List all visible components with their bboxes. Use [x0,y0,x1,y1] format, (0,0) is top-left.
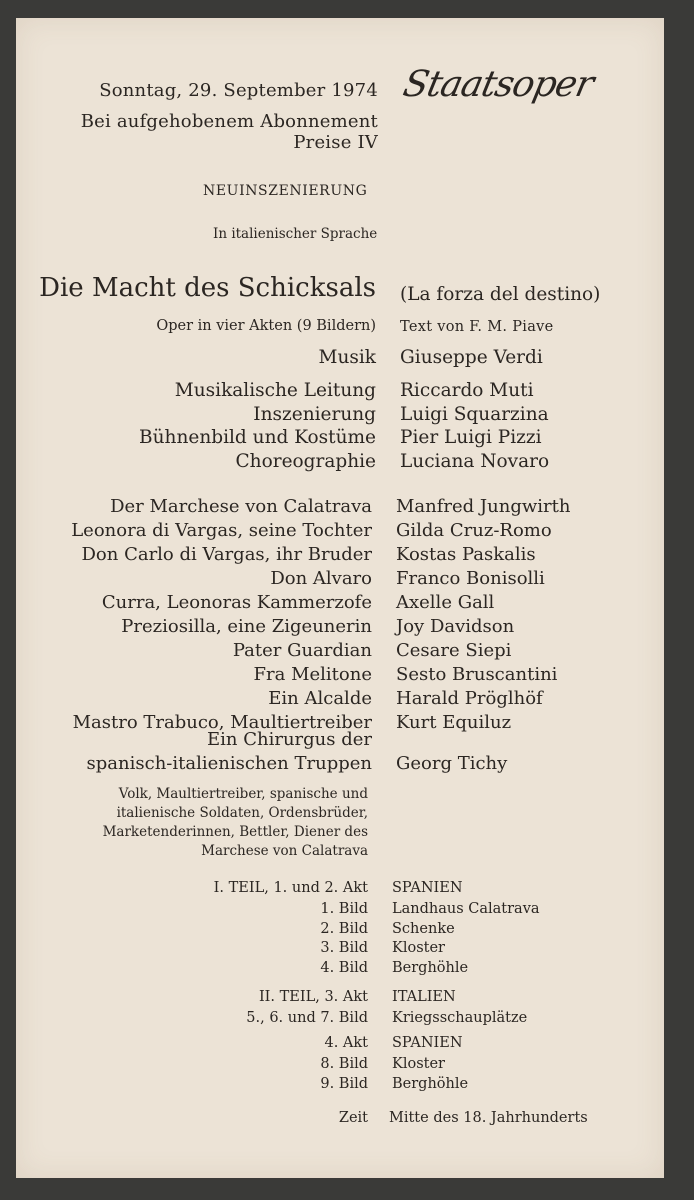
cast-value: Axelle Gall [396,592,495,613]
picture-row [16,1055,664,1075]
act4-pictures [16,1055,664,1094]
cast-row [16,543,664,567]
cast-row [16,663,664,687]
music-label: Musik [318,347,376,368]
cast-value: Sesto Bruscantini [396,664,558,685]
cast-list [16,495,664,735]
picture-value: Kloster [392,1056,445,1072]
subscription-note: Bei aufgehobenem Abonnement [80,111,378,132]
cast-value: Joy Davidson [396,616,515,637]
cast-role: Leonora di Vargas, seine Tochter [71,520,372,541]
cast-row [16,687,664,711]
language-note: In italienischer Sprache [213,226,378,242]
part1-label: I. TEIL, 1. und 2. Akt [213,880,368,896]
crew-value: Riccardo Muti [400,380,534,401]
time-value: Mitte des 18. Jahrhunderts [389,1110,588,1126]
production-label: NEUINSZENIERUNG [203,183,368,199]
picture-role: 3. Bild [320,940,368,956]
cast-role: Ein Alcalde [268,688,372,709]
cast-row [16,519,664,543]
picture-role: 4. Bild [320,959,368,976]
crew-row [16,450,664,474]
surgeon-role-line1: Ein Chirurgus der [207,729,372,750]
crew-role: Bühnenbild und Kostüme [139,427,376,448]
cast-role: Don Carlo di Vargas, ihr Bruder [81,544,372,565]
opera-genre: Oper in vier Akten (9 Bildern) [156,318,376,334]
cast-value: Kurt Equiluz [396,712,512,733]
cast-row [16,639,664,663]
crew-role: Inszenierung [253,403,376,425]
crew-role: Musikalische Leitung [174,380,376,401]
cast-row [16,567,664,591]
composer: Giuseppe Verdi [400,347,543,368]
picture-value: Berghöhle [392,1075,469,1092]
part2-label: II. TEIL, 3. Akt [258,989,368,1005]
cast-role: Mastro Trabuco, Maultiertreiber [72,712,372,733]
cast-role: Curra, Leonoras Kammerzofe [101,592,372,613]
part1-place: SPANIEN [392,880,463,896]
chorus-line: Marchese von Calatrava [201,843,368,859]
crew-value: Luigi Squarzina [400,403,549,425]
crew-value: Luciana Novaro [400,450,550,472]
cast-value: Manfred Jungwirth [396,496,571,517]
part2-pictures-label: 5., 6. und 7. Bild [246,1010,368,1026]
cast-role: Pater Guardian [232,640,372,661]
staatsoper-logo: Staatsoper [399,64,597,105]
crew-value: Pier Luigi Pizzi [400,427,542,448]
cast-row [16,495,664,519]
picture-row [16,939,664,959]
crew-role: Choreographie [235,450,376,472]
picture-role: 2. Bild [320,920,368,937]
surgeon-role-line2: spanisch-italienischen Truppen [86,753,372,774]
picture-row [16,920,664,940]
performance-date: Sonntag, 29. September 1974 [99,80,378,101]
picture-role: 9. Bild [320,1075,368,1092]
picture-value: Schenke [392,920,455,937]
picture-role: 8. Bild [320,1056,368,1072]
picture-role: 1. Bild [320,901,368,917]
act4-label: 4. Akt [324,1035,368,1051]
cast-row [16,615,664,639]
part2-pictures-place: Kriegsschauplätze [392,1010,528,1026]
librettist: Text von F. M. Piave [400,319,554,335]
price-category: Preise IV [293,132,378,153]
playbill-sheet [16,18,664,1178]
cast-value: Kostas Paskalis [396,544,536,565]
original-title: (La forza del destino) [400,284,601,305]
cast-value: Gilda Cruz-Romo [396,520,552,541]
chorus-line: italienische Soldaten, Ordensbrüder, [116,805,368,821]
surgeon-performer: Georg Tichy [396,753,508,774]
cast-role: Fra Melitone [253,664,372,685]
part1-pictures [16,900,664,978]
cast-value: Franco Bonisolli [396,568,545,589]
chorus-line: Volk, Maultiertreiber, spanische und [118,786,368,802]
cast-value: Harald Pröglhöf [396,688,543,709]
cast-value: Cesare Siepi [396,640,512,661]
chorus-note [103,785,368,861]
cast-row [16,591,664,615]
picture-value: Berghöhle [392,959,469,976]
picture-row [16,900,664,920]
picture-value: Landhaus Calatrava [392,901,540,917]
cast-role: Preziosilla, eine Zigeunerin [121,616,372,637]
crew-list [16,379,664,473]
part2-place: ITALIEN [392,989,456,1005]
crew-row [16,426,664,450]
chorus-line: Marketenderinnen, Bettler, Diener des [102,824,368,840]
picture-value: Kloster [392,940,445,956]
picture-row [16,1075,664,1095]
cast-role: Der Marchese von Calatrava [110,496,372,517]
time-label: Zeit [338,1110,368,1126]
crew-row [16,379,664,403]
opera-title: Die Macht des Schicksals [39,273,376,303]
crew-row [16,403,664,427]
cast-role: Don Alvaro [270,568,372,589]
act4-place: SPANIEN [392,1035,463,1051]
picture-row [16,959,664,979]
